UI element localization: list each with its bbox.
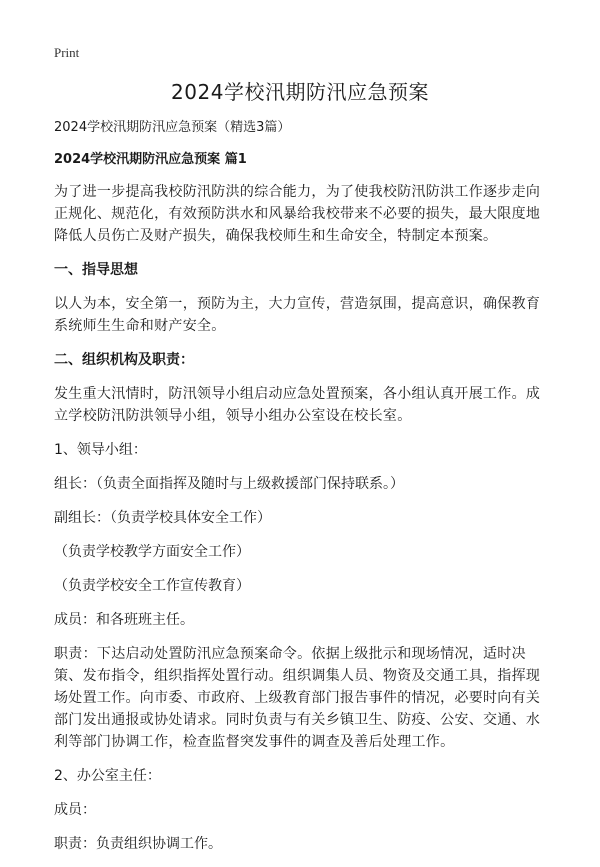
duty-paragraph: 职责：下达启动处置防汛应急预案命令。依据上级批示和现场情况，适时决策、发布指令，组织指挥处置行动。组织调集人员、物资及交通工具，指挥现场处置工作。向市委、市政府、上级教育部门报告事件的情况，必要时向有关部门发出通报或协处请求。同时负责与有关乡镇卫生、防疫、公安、交通、水利等部门协调工作，检查监督突发事件的调查及善后处理工作。 — [54, 646, 541, 750]
deputy-leader-line: 副组长：（负责学校具体安全工作） — [54, 510, 271, 526]
section-title: 2024学校汛期防汛应急预案 篇1 — [54, 152, 247, 167]
leadership-group-label: 1、领导小组： — [54, 442, 147, 458]
leader-line: 组长：（负责全面指挥及随时与上级救援部门保持联系。） — [54, 476, 404, 492]
members-line: 成员：和各班班主任。 — [54, 612, 194, 628]
document-body — [54, 118, 554, 867]
office-director-label: 2、办公室主任： — [54, 768, 161, 784]
subtitle: 2024学校汛期防汛应急预案（精选3篇） — [54, 120, 291, 135]
teaching-safety-line: （负责学校教学方面安全工作） — [54, 544, 250, 560]
heading-organization: 二、组织机构及职责： — [54, 352, 194, 368]
page-title: 2024学校汛期防汛应急预案 — [171, 80, 429, 104]
organization-paragraph: 发生重大汛情时，防汛领导小组启动应急处置预案，各小组认真开展工作。成立学校防汛防洪领导小组，领导小组办公室设在校长室。 — [54, 386, 541, 424]
office-members-line: 成员： — [54, 802, 96, 818]
intro-paragraph: 为了进一步提高我校防汛防洪的综合能力，为了使我校防汛防洪工作逐步走向正规化、规范化，有效预防洪水和风暴给我校带来不必要的损失，最大限度地降低人员伤亡及财产损失，确保我校师生和生命安全，特制定本预案。 — [54, 184, 541, 244]
guiding-paragraph: 以人为本，安全第一，预防为主，大力宣传，营造氛围，提高意识，确保教育系统师生生命和财产安全。 — [54, 296, 541, 334]
office-duty-line: 职责：负责组织协调工作。 — [54, 836, 222, 852]
print-link[interactable]: Print — [54, 45, 80, 60]
safety-education-line: （负责学校安全工作宣传教育） — [54, 578, 250, 594]
heading-guiding-principle: 一、指导思想 — [54, 262, 138, 278]
